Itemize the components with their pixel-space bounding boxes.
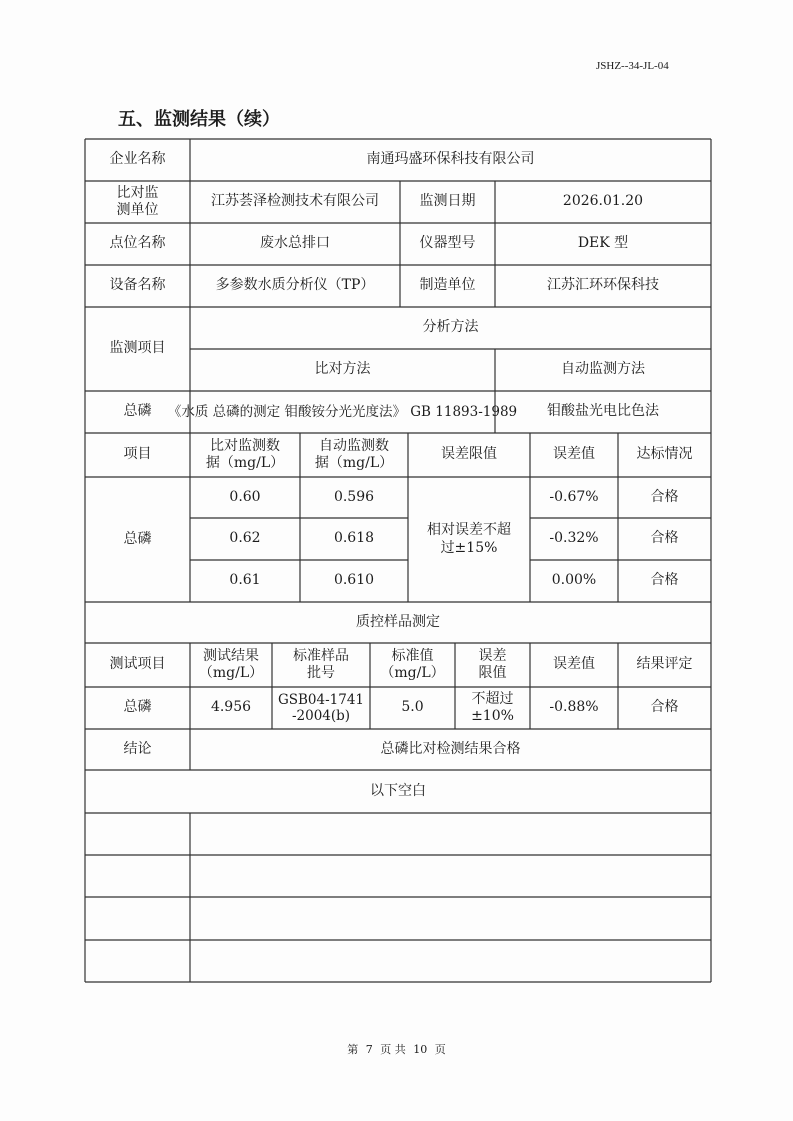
qc-batch: GSB04-1741 -2004(b) bbox=[277, 691, 365, 724]
device-value: 多参数水质分析仪（TP） bbox=[215, 277, 375, 294]
cmp-auto-value: 0.610 bbox=[333, 572, 375, 589]
cmp-err-value: 0.00% bbox=[551, 572, 597, 589]
cmp-err-value: -0.67% bbox=[549, 488, 599, 505]
cmp-header-item: 项目 bbox=[123, 446, 152, 463]
unit-value: 江苏荟泽检测技术有限公司 bbox=[211, 193, 379, 210]
cmp-result-value: 合格 bbox=[650, 530, 679, 547]
cmp-ref-value: 0.61 bbox=[229, 572, 261, 589]
auto-method-text: 钼酸盐光电比色法 bbox=[547, 403, 659, 420]
section-title: 五、监测结果（续） bbox=[118, 109, 280, 130]
qc-header-eval: 结果评定 bbox=[636, 656, 693, 673]
qc-header-result: 测试结果 （mg/L） bbox=[198, 647, 264, 681]
cmp-ref-value: 0.60 bbox=[229, 488, 261, 505]
page-prefix: 第 bbox=[347, 1043, 359, 1056]
model-label: 仪器型号 bbox=[419, 235, 476, 252]
conclusion-text: 总磷比对检测结果合格 bbox=[380, 740, 521, 757]
model-value: DEK 型 bbox=[577, 235, 629, 252]
maker-value: 江苏汇环环保科技 bbox=[547, 277, 659, 294]
qc-err: -0.88% bbox=[549, 699, 599, 716]
page-footer bbox=[0, 1041, 793, 1057]
qc-header-err: 误差值 bbox=[553, 656, 595, 673]
qc-std: 5.0 bbox=[401, 699, 424, 716]
cmp-header-ref: 比对监测数 据（mg/L） bbox=[205, 437, 285, 471]
qc-item: 总磷 bbox=[123, 699, 152, 716]
document-number: JSHZ--34-JL-04 bbox=[596, 60, 669, 72]
compare-method-label: 比对方法 bbox=[314, 361, 371, 378]
qc-header-limit: 误差 限值 bbox=[478, 647, 507, 681]
cmp-err-value: -0.32% bbox=[549, 530, 599, 547]
cmp-item: 总磷 bbox=[123, 530, 152, 547]
analysis-method-label: 分析方法 bbox=[422, 319, 479, 336]
date-label: 监测日期 bbox=[419, 193, 476, 210]
auto-method-label: 自动监测方法 bbox=[561, 361, 645, 378]
page-number: 7 bbox=[365, 1043, 373, 1056]
cmp-header-result: 达标情况 bbox=[636, 446, 693, 463]
qc-result: 4.956 bbox=[210, 699, 252, 716]
unit-label: 比对监 测单位 bbox=[116, 184, 159, 218]
page-suffix: 页 bbox=[434, 1043, 446, 1056]
page-total: 10 bbox=[413, 1043, 428, 1056]
company-value: 南通玛盛环保科技有限公司 bbox=[366, 151, 535, 168]
company-label: 企业名称 bbox=[109, 151, 166, 168]
qc-eval: 合格 bbox=[650, 699, 679, 716]
method-tp-label: 总磷 bbox=[123, 403, 152, 420]
qc-header-batch: 标准样品 批号 bbox=[293, 647, 349, 681]
cmp-limit: 相对误差不超 过±15% bbox=[427, 522, 511, 556]
cmp-ref-value: 0.62 bbox=[229, 530, 261, 547]
point-value: 废水总排口 bbox=[260, 235, 330, 252]
cmp-auto-value: 0.596 bbox=[333, 488, 375, 505]
maker-label: 制造单位 bbox=[419, 277, 476, 294]
cmp-header-limit: 误差限值 bbox=[441, 446, 497, 463]
cmp-result-value: 合格 bbox=[650, 572, 679, 589]
qc-header-item: 测试项目 bbox=[109, 656, 166, 673]
qc-limit: 不超过 ±10% bbox=[471, 690, 514, 724]
cmp-result-value: 合格 bbox=[650, 488, 679, 505]
qc-header-std: 标准值 （mg/L） bbox=[380, 647, 445, 681]
page-mid: 页 共 bbox=[380, 1043, 406, 1056]
compare-method-text: 《水质 总磷的测定 钼酸铵分光光度法》 GB 11893-1989 bbox=[167, 403, 518, 420]
monitor-item-label: 监测项目 bbox=[109, 340, 166, 357]
cmp-auto-value: 0.618 bbox=[333, 530, 375, 547]
blank-note: 以下空白 bbox=[370, 782, 426, 799]
cmp-header-auto: 自动监测数 据（mg/L） bbox=[314, 437, 394, 471]
cmp-header-err: 误差值 bbox=[553, 446, 595, 463]
date-value: 2026.01.20 bbox=[562, 193, 644, 210]
conclusion-label: 结论 bbox=[123, 740, 152, 757]
qc-title: 质控样品测定 bbox=[356, 613, 440, 630]
point-label: 点位名称 bbox=[109, 235, 166, 252]
device-label: 设备名称 bbox=[109, 277, 166, 294]
